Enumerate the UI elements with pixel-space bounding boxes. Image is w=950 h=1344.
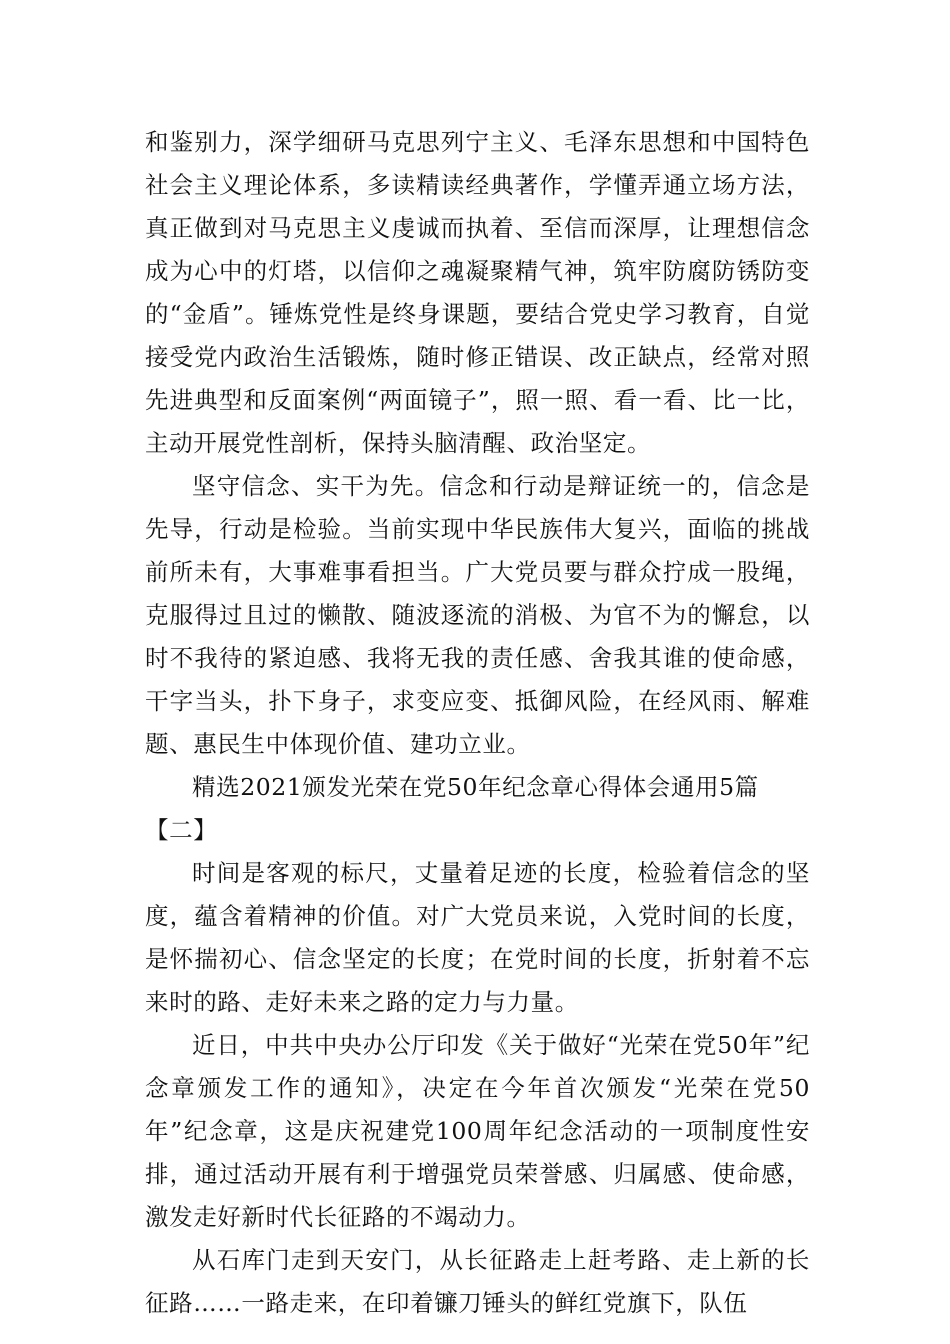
paragraph-2: 坚守信念、实干为先。信念和行动是辩证统一的，信念是先导，行动是检验。当前实现中华民族伟大复兴，面临的挑战前所未有，大事难事看担当。广大党员要与群众拧成一股绳，克服得过且过的懒散、随波逐流的消极、为官不为的懈怠，以时不我待的紧迫感、我将无我的责任感、舍我其谁的使命感，干字当头，扑下身子，求变应变、抵御风险，在经风雨、解难题、惠民生中体现价值、建功立业。 (145, 472, 810, 758)
document-page (145, 121, 810, 1325)
paragraph-3: 时间是客观的标尺，丈量着足迹的长度，检验着信念的坚度，蕴含着精神的价值。对广大党员来说，入党时间的长度，是怀揣初心、信念坚定的长度；在党时间的长度，折射着不忘来时的路、走好未来之路的定力与力量。 (145, 859, 810, 1016)
paragraph-4: 近日，中共中央办公厅印发《关于做好“光荣在党50年”纪念章颁发工作的通知》，决定在今年首次颁发“光荣在党50年”纪念章，这是庆祝建党100周年纪念活动的一项制度性安排，通过活动开展有利于增强党员荣誉感、归属感、使命感，激发走好新时代长征路的不竭动力。 (145, 1031, 810, 1231)
section-heading: 精选2021颁发光荣在党50年纪念章心得体会通用5篇【二】 (145, 773, 759, 844)
paragraph-5: 从石库门走到天安门，从长征路走上赶考路、走上新的长征路……一路走来，在印着镰刀锤头的鲜红党旗下，队伍 (145, 1246, 810, 1317)
paragraph-1: 和鉴别力，深学细研马克思列宁主义、毛泽东思想和中国特色社会主义理论体系，多读精读经典著作，学懂弄通立场方法，真正做到对马克思主义虔诚而执着、至信而深厚，让理想信念成为心中的灯塔，以信仰之魂凝聚精气神，筑牢防腐防锈防变的“金盾”。锤炼党性是终身课题，要结合党史学习教育，自觉接受党内政治生活锻炼，随时修正错误、改正缺点，经常对照先进典型和反面案例“两面镜子”，照一照、看一看、比一比，主动开展党性剖析，保持头脑清醒、政治坚定。 (145, 128, 810, 457)
